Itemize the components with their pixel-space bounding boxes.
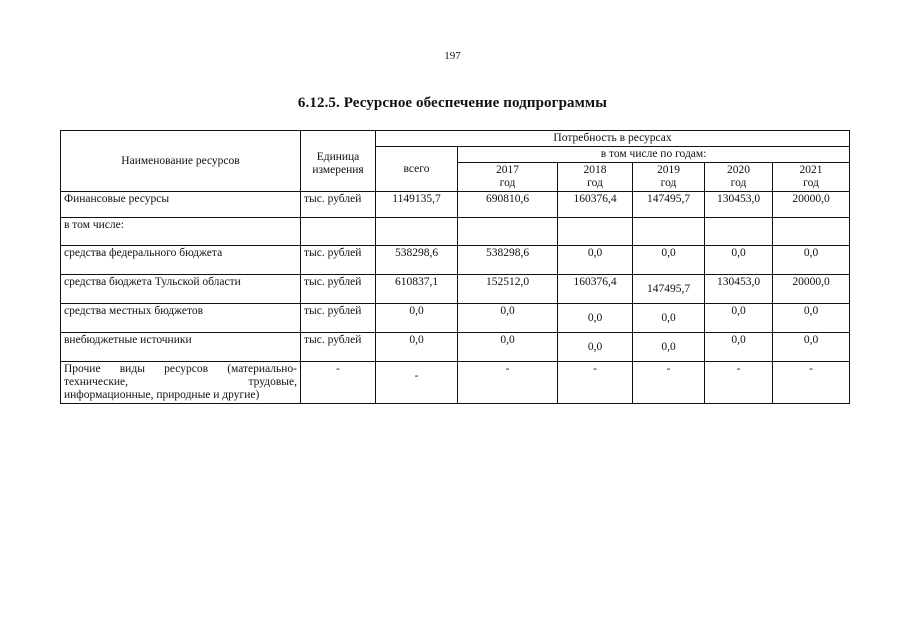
row-value: - (705, 362, 773, 404)
header-by-years: в том числе по годам: (458, 147, 850, 163)
row-name-line: информационные, природные и другие) (64, 389, 260, 401)
header-year-2018: 2018 год (558, 163, 633, 192)
header-total: всего (376, 147, 458, 192)
row-value (705, 218, 773, 246)
row-value: 0,0 (558, 333, 633, 362)
table-row (61, 362, 850, 404)
row-value: 0,0 (705, 304, 773, 333)
row-value: 0,0 (458, 333, 558, 362)
row-value: - (558, 362, 633, 404)
section-title: 6.12.5. Ресурсное обеспечение подпрограммы (297, 95, 608, 111)
row-value: 20000,0 (773, 275, 850, 304)
row-unit: тыс. рублей (301, 275, 376, 304)
row-value: 130453,0 (705, 275, 773, 304)
header-year-2020: 2020 год (705, 163, 773, 192)
resources-table (60, 130, 850, 404)
table-row (61, 192, 850, 218)
row-value: 538298,6 (458, 246, 558, 275)
row-value: - (458, 362, 558, 404)
row-value: 610837,1 (376, 275, 458, 304)
row-value: 20000,0 (773, 192, 850, 218)
row-value: 160376,4 (558, 192, 633, 218)
row-unit: тыс. рублей (301, 246, 376, 275)
row-value: 0,0 (458, 304, 558, 333)
row-value (376, 218, 458, 246)
row-name: средства бюджета Тульской области (61, 275, 301, 304)
row-value: 0,0 (773, 246, 850, 275)
row-value (633, 218, 705, 246)
row-name-line: Прочие виды ресурсов (материально- (64, 363, 297, 375)
row-value: 0,0 (558, 246, 633, 275)
table-row (61, 275, 850, 304)
header-unit: Единица измерения (301, 131, 376, 192)
row-value (458, 218, 558, 246)
header-need: Потребность в ресурсах (376, 131, 850, 147)
row-unit: тыс. рублей (301, 304, 376, 333)
row-name: средства местных бюджетов (61, 304, 301, 333)
row-unit: - (301, 362, 376, 404)
header-resource-name: Наименование ресурсов (61, 131, 301, 192)
row-value: - (633, 362, 705, 404)
row-unit: тыс. рублей (301, 333, 376, 362)
row-value: 147495,7 (633, 192, 705, 218)
header-year-2019: 2019 год (633, 163, 705, 192)
row-value: - (376, 362, 458, 404)
row-value: 0,0 (376, 333, 458, 362)
row-value: 0,0 (558, 304, 633, 333)
header-year-2017: 2017 год (458, 163, 558, 192)
row-value: 130453,0 (705, 192, 773, 218)
row-value: 0,0 (633, 304, 705, 333)
header-row-1 (61, 131, 850, 147)
row-name-line: технические, трудовые, (64, 376, 297, 388)
row-name: средства федерального бюджета (61, 246, 301, 275)
row-value: 0,0 (705, 246, 773, 275)
row-name: в том числе: (61, 218, 301, 246)
row-value: 160376,4 (558, 275, 633, 304)
header-year-2021: 2021 год (773, 163, 850, 192)
page-number: 197 (444, 50, 461, 62)
table-row (61, 218, 850, 246)
row-value: 0,0 (633, 246, 705, 275)
row-name: внебюджетные источники (61, 333, 301, 362)
row-value: 538298,6 (376, 246, 458, 275)
row-value (558, 218, 633, 246)
row-unit (301, 218, 376, 246)
row-value: 0,0 (633, 333, 705, 362)
row-value: 0,0 (705, 333, 773, 362)
row-name (61, 362, 301, 404)
row-value: 152512,0 (458, 275, 558, 304)
row-value: 147495,7 (633, 275, 705, 304)
row-value: 0,0 (376, 304, 458, 333)
row-value: - (773, 362, 850, 404)
table-row (61, 333, 850, 362)
row-value: 0,0 (773, 333, 850, 362)
row-value (773, 218, 850, 246)
row-name: Финансовые ресурсы (61, 192, 301, 218)
row-unit: тыс. рублей (301, 192, 376, 218)
table-row (61, 304, 850, 333)
table-row (61, 246, 850, 275)
row-value: 0,0 (773, 304, 850, 333)
row-value: 690810,6 (458, 192, 558, 218)
row-value: 1149135,7 (376, 192, 458, 218)
